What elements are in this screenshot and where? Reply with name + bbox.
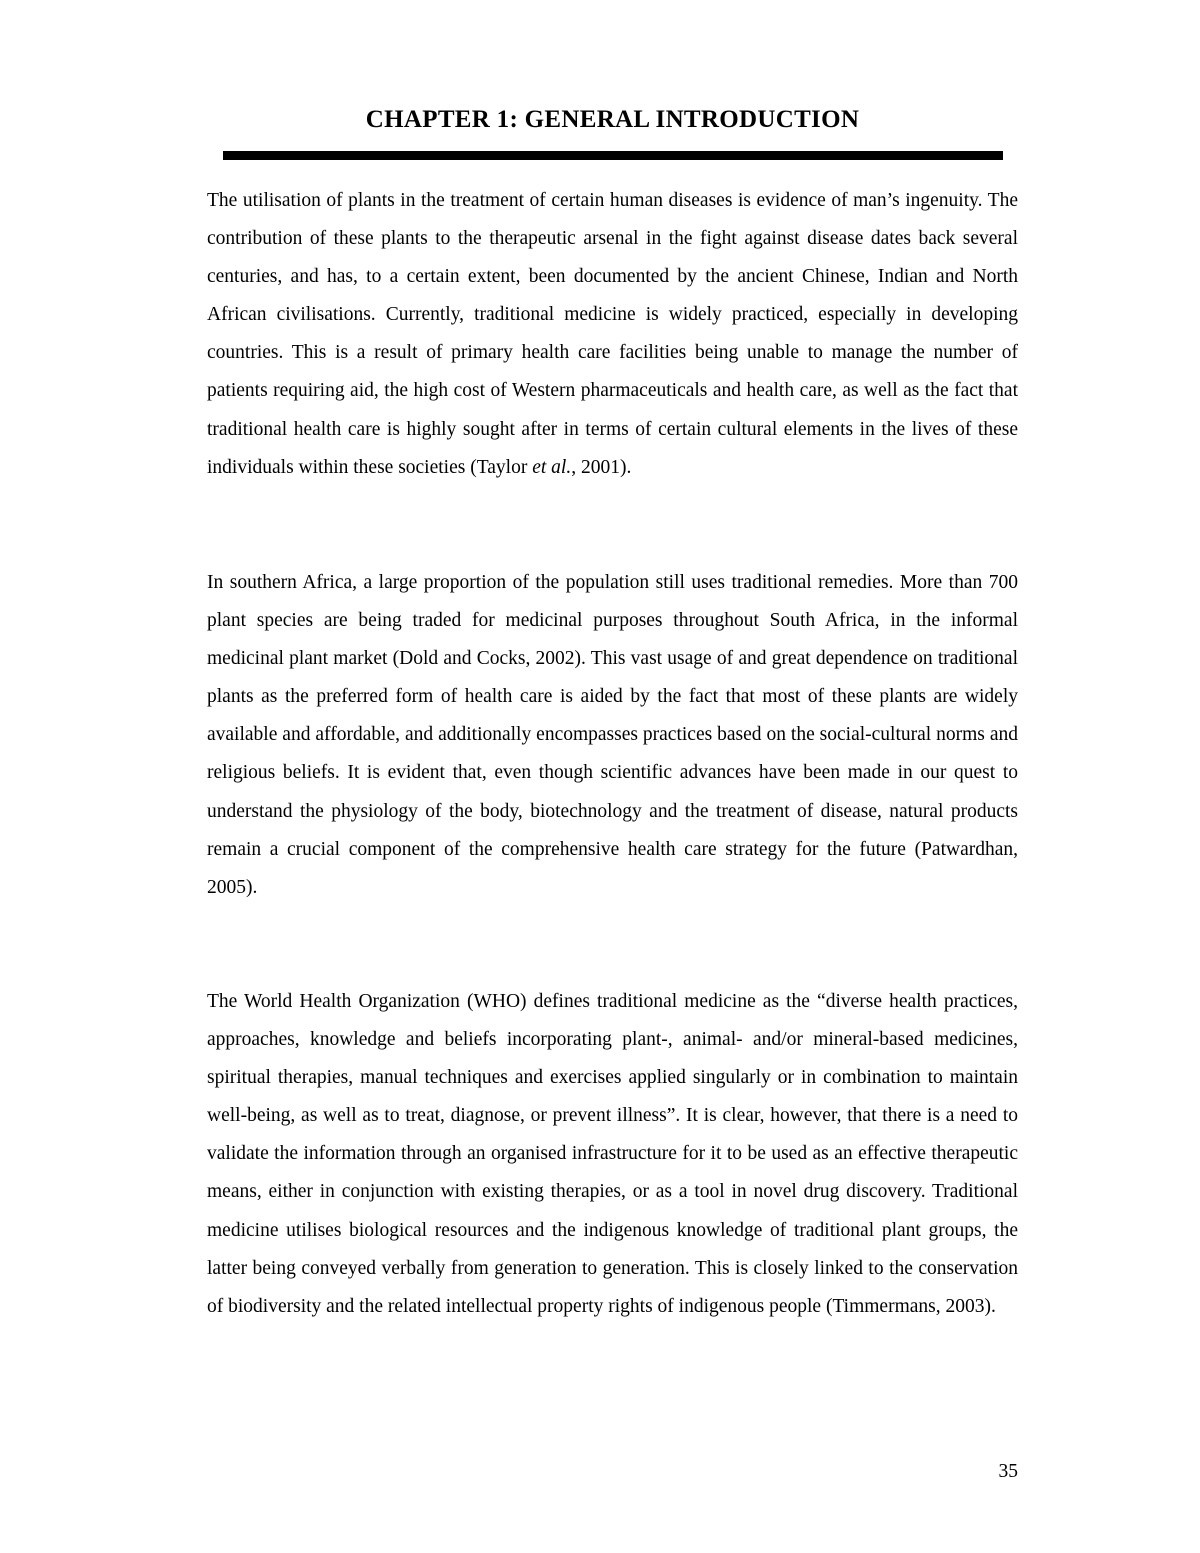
paragraph-text-end: , 2001). xyxy=(571,456,632,478)
paragraph-traditional-medicine-history xyxy=(207,182,1018,487)
page-number: 35 xyxy=(998,1461,1018,1482)
chapter-title: CHAPTER 1: GENERAL INTRODUCTION xyxy=(365,106,860,133)
paragraph-who-definition: The World Health Organization (WHO) defines traditional medicine as the “diverse health practices, approaches, knowledge and beliefs incorporating plant-, animal- and/or mineral-based medicines, spiritual therapies, manual techniques and exercises applied singularly or in combination to maintain well-being, as well as to treat, diagnose, or prevent illness”. It is clear, however, that there is a need to validate the information through an organised infrastructure for it to be used as an effective therapeutic means, either in conjunction with existing therapies, or as a tool in novel drug discovery. Traditional medicine utilises biological resources and the indigenous knowledge of traditional plant groups, the latter being conveyed verbally from generation to generation. This is closely linked to the conservation of biodiversity and the related intellectual property rights of indigenous people (Timmermans, 2003). xyxy=(207,991,1018,1317)
paragraph-text: The utilisation of plants in the treatment of certain human diseases is evidence of man’s ingenuity. The contribution of these plants to the therapeutic arsenal in the fight against disease dates back several centuries, and has, to a certain extent, been documented by the ancient Chinese, Indian and North African civilisations. Currently, traditional medicine is widely practiced, especially in developing countries. This is a result of primary health care facilities being unable to manage the number of patients requiring aid, the high cost of Western pharmaceuticals and health care, as well as the fact that traditional health care is highly sought after in terms of certain cultural elements in the lives of these individuals within these societies (Taylor xyxy=(207,190,1018,478)
title-underline-rule xyxy=(223,151,1003,160)
citation-et-al: et al. xyxy=(532,456,572,478)
paragraph-southern-africa: In southern Africa, a large proportion of the population still uses traditional remedies. More than 700 plant species are being traded for medicinal purposes throughout South Africa, in the informal medicinal plant market (Dold and Cocks, 2002). This vast usage of and great dependence on traditional plants as the preferred form of health care is aided by the fact that most of these plants are widely available and affordable, and additionally encompasses practices based on the social-cultural norms and religious beliefs. It is evident that, even though scientific advances have been made in our quest to understand the physiology of the body, biotechnology and the treatment of disease, natural products remain a crucial component of the comprehensive health care strategy for the future (Patwardhan, 2005). xyxy=(207,572,1018,898)
